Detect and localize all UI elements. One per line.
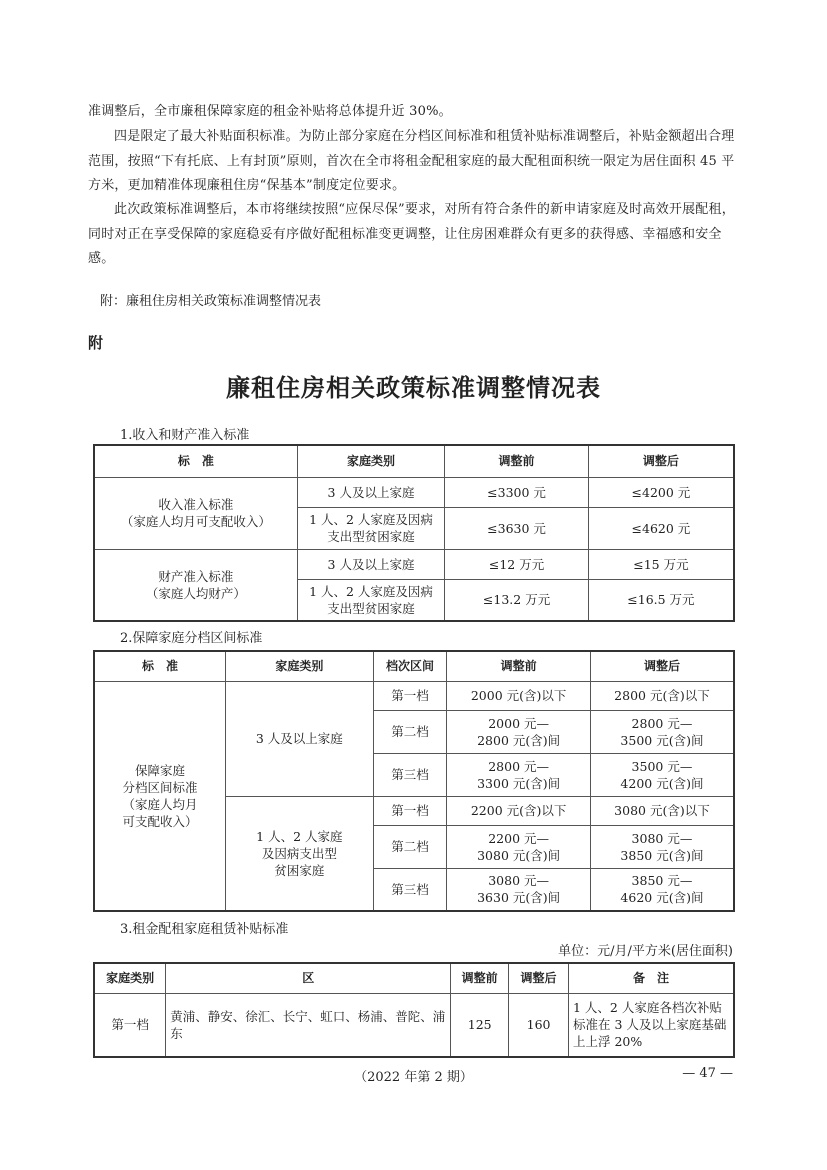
income-asset-table: [93, 444, 735, 622]
after-cell: [590, 868, 734, 911]
attachment-note: 附：廉租住房相关政策标准调整情况表: [100, 294, 322, 309]
after-cell: 160: [509, 993, 569, 1057]
after-cell: [590, 710, 734, 753]
tier-cell: 第二档: [373, 710, 447, 753]
before-cell: 2000 元(含)以下: [447, 681, 591, 710]
after-cell: ≤4620 元: [588, 507, 734, 549]
category-line: 1 人、2 人家庭及因病: [309, 583, 433, 599]
header-standard: 标 准: [94, 445, 297, 477]
header-category: 家庭类别: [226, 651, 374, 681]
category-line: 支出型贫困家庭: [327, 529, 415, 544]
standard-cell: [94, 549, 297, 621]
note-cell: 1 人、2 人家庭各档次补贴标准在 3 人及以上家庭基础上上浮 20%: [569, 993, 735, 1057]
after-cell: [590, 825, 734, 868]
after-cell: ≤4200 元: [588, 477, 734, 507]
category-line: 及因病支出型: [261, 845, 337, 861]
tier-interval-table: [93, 650, 735, 912]
header-before: 调整前: [447, 651, 591, 681]
header-tier: 档次区间: [373, 651, 447, 681]
unit-label: 单位：元/月/平方米(居住面积): [558, 944, 733, 959]
header-before: 调整前: [451, 963, 509, 993]
page-number: — 47 —: [682, 1066, 733, 1081]
after-line: 3080 元—: [631, 830, 693, 846]
standard-line: 保障家庭: [135, 762, 186, 778]
standard-line: 可支配收入）: [122, 813, 198, 829]
paragraph-area-limit: 四是限定了最大补贴面积标准。为防止部分家庭在分档区间标准和租赁补贴标准调整后，补贴金额超出合理范围，按照“下有托底、上有封顶”原则，首次在全市将租金配租家庭的最大配租面积统一限定为居住面积 45 平方米，更加精准体现廉租住房“保基本”制度定位要求。: [88, 129, 735, 193]
table1-heading: 1.收入和财产准入标准: [120, 428, 250, 443]
before-line: 2800 元—: [488, 758, 550, 774]
header-after: 调整后: [590, 651, 734, 681]
before-cell: ≤13.2 万元: [445, 579, 589, 621]
before-line: 2800 元(含)间: [477, 732, 561, 748]
before-line: 2000 元—: [488, 715, 550, 731]
after-line: 2800 元—: [631, 715, 693, 731]
category-line: 支出型贫困家庭: [327, 600, 415, 616]
after-line: 3500 元(含)间: [620, 732, 704, 748]
after-line: 4620 元(含)间: [620, 890, 704, 906]
header-after: 调整后: [509, 963, 569, 993]
header-before: 调整前: [445, 445, 589, 477]
after-cell: 3080 元(含)以下: [590, 796, 734, 825]
district-cell: 黄浦、静安、徐汇、长宁、虹口、杨浦、普陀、浦东: [166, 993, 451, 1057]
after-line: 3850 元—: [631, 873, 693, 889]
category-line: 贫困家庭: [274, 862, 325, 878]
standard-line: 财产准入标准: [158, 568, 234, 584]
category-cell: 3 人及以上家庭: [226, 681, 374, 796]
before-cell: 2200 元(含)以下: [447, 796, 591, 825]
before-cell: [447, 868, 591, 911]
issue-label: （2022 年第 2 期）: [354, 1070, 473, 1085]
standard-line: 收入准入标准: [158, 497, 234, 512]
header-after: 调整后: [588, 445, 734, 477]
standard-line: （家庭人均财产）: [145, 585, 246, 601]
standard-line: （家庭人均月可支配收入）: [120, 514, 271, 529]
paragraph-intro: 准调整后，全市廉租保障家庭的租金补贴将总体提升近 30%。: [88, 104, 452, 119]
category-cell: 3 人及以上家庭: [297, 549, 445, 579]
after-cell: ≤15 万元: [588, 549, 734, 579]
standard-cell: [94, 681, 226, 911]
tier-cell: 第一档: [373, 796, 447, 825]
header-district: 区: [166, 963, 451, 993]
before-line: 3630 元(含)间: [477, 890, 561, 906]
after-line: 3850 元(含)间: [620, 847, 704, 863]
header-category: 家庭类别: [94, 963, 166, 993]
tier-cell: 第二档: [373, 825, 447, 868]
tier-cell: 第一档: [373, 681, 447, 710]
before-cell: [447, 753, 591, 796]
tier-cell: 第三档: [373, 868, 447, 911]
after-cell: ≤16.5 万元: [588, 579, 734, 621]
standard-cell: [94, 477, 297, 549]
table-row: [94, 993, 734, 1057]
standard-line: 分档区间标准: [122, 779, 198, 795]
category-line: 1 人、2 人家庭: [256, 828, 343, 844]
paragraph-conclusion: 此次政策标准调整后，本市将继续按照“应保尽保”要求，对所有符合条件的新申请家庭及时高效开展配租，同时对正在享受保障的家庭稳妥有序做好配租标准变更调整，让住房困难群众有更多的获得感、幸福感和安全感。: [88, 202, 735, 266]
category-cell: [226, 796, 374, 911]
table2-heading: 2.保障家庭分档区间标准: [120, 631, 263, 646]
category-cell: 第一档: [94, 993, 166, 1057]
before-cell: ≤3300 元: [445, 477, 589, 507]
table3-heading: 3.租金配租家庭租赁补贴标准: [120, 922, 289, 937]
before-line: 3080 元—: [488, 873, 550, 889]
before-line: 2200 元—: [488, 830, 550, 846]
category-cell: [297, 507, 445, 549]
before-cell: ≤12 万元: [445, 549, 589, 579]
before-cell: [447, 825, 591, 868]
category-line: 1 人、2 人家庭及因病: [309, 512, 433, 527]
header-note: 备 注: [569, 963, 735, 993]
category-cell: [297, 579, 445, 621]
appendix-title: 廉租住房相关政策标准调整情况表: [226, 373, 601, 402]
before-cell: ≤3630 元: [445, 507, 589, 549]
category-cell: 3 人及以上家庭: [297, 477, 445, 507]
rent-subsidy-table: [93, 962, 735, 1058]
appendix-label: 附: [88, 334, 104, 352]
after-cell: 2800 元(含)以下: [590, 681, 734, 710]
before-cell: 125: [451, 993, 509, 1057]
after-line: 3500 元—: [631, 758, 693, 774]
tier-cell: 第三档: [373, 753, 447, 796]
after-cell: [590, 753, 734, 796]
after-line: 4200 元(含)间: [620, 775, 704, 791]
header-category: 家庭类别: [297, 445, 445, 477]
before-cell: [447, 710, 591, 753]
before-line: 3300 元(含)间: [477, 775, 561, 791]
standard-line: （家庭人均月: [122, 796, 198, 812]
before-line: 3080 元(含)间: [477, 847, 561, 863]
header-standard: 标 准: [94, 651, 226, 681]
